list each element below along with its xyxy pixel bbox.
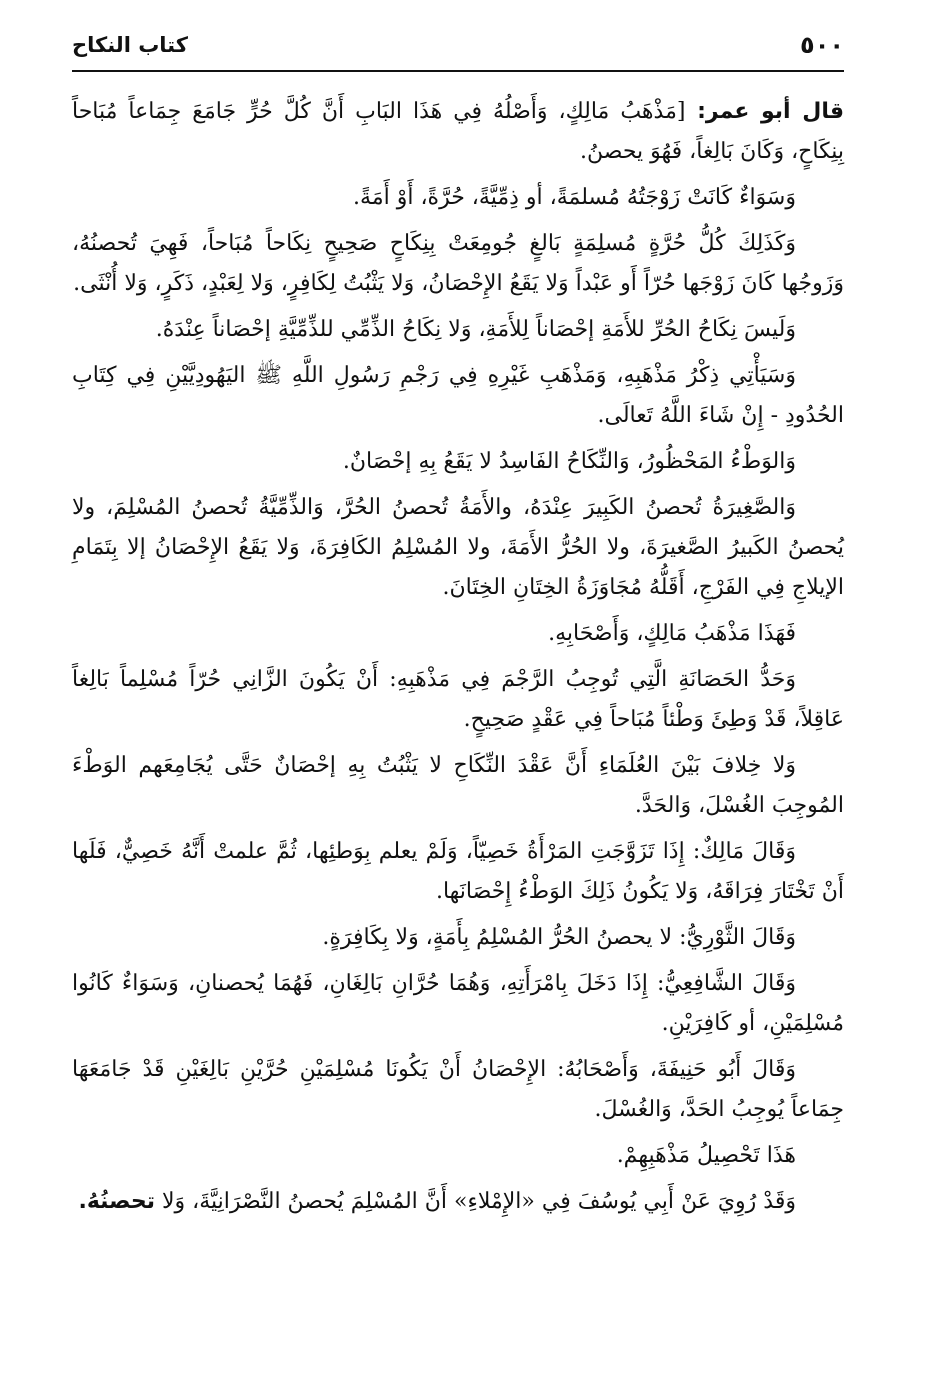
paragraph-text: وَحَدُّ الحَصَانَةِ الَّتِي تُوجِبُ الرَّجْمَ فِي مَذْهَبِهِ: أَنْ يَكُونَ الزَّانِي حُرّاً مُسْلِماً بَالِغاً عَاقِلاً، قَدْ وَطِئَ وَطْئاً مُبَاحاً فِي عَقْدٍ صَحِيحٍ. [72,667,844,732]
paragraph [72,356,844,436]
paragraph [72,918,844,958]
paragraph [72,178,844,218]
paragraph [72,1050,844,1130]
paragraph [72,964,844,1044]
paragraph-text: [مَذْهَبُ مَالِكٍ، وَأَصْلُهُ فِي هَذَا البَابِ أَنَّ كُلَّ حُرٍّ جَامَعَ جِمَاعاً مُبَاحاً بِنِكَاحٍ، وَكَانَ بَالِغاً، فَهُوَ يحصنُ. [72,99,844,164]
paragraph-text: وَسَوَاءٌ كَانَتْ زَوْجَتُهُ مُسلمَةً، أو ذِمِّيَّةً، حُرَّةً، أَوْ أَمَةً. [353,185,796,210]
paragraph-text: فَهَذَا مَذْهَبُ مَالِكٍ، وَأَصْحَابِهِ. [548,621,796,646]
paragraph [72,746,844,826]
paragraph-text: وَقَالَ مَالِكٌ: إِذَا تَزَوَّجَتِ المَرْأَةُ خَصِيّاً، وَلَمْ يعلم بِوَطئِها، ثُمَّ علمتْ أَنَّهُ خَصِيٌّ، فَلَها أَنْ تَخْتَارَ فِرَاقَهُ، وَلا يَكُونُ ذَلِكَ الوَطْءُ إِحْصَانَها. [72,839,844,904]
paragraph-text: هَذَا تَحْصِيلُ مَذْهَبِهِمْ. [616,1143,796,1168]
paragraph [72,1182,844,1222]
paragraph [72,310,844,350]
paragraph-text: وَلا خِلافَ بَيْنَ العُلَمَاءِ أَنَّ عَقْدَ النِّكَاحِ لا يَثْبُتُ بِهِ إحْصَانٌ حَتَّى يُجَامِعَهم الوَطْءَ المُوجِبَ الغُسْلَ، وَالحَدَّ. [72,753,844,818]
body-text [72,92,844,1228]
running-title: كتاب النكاح [72,33,188,57]
paragraph [72,92,844,172]
page-number: ٥٠٠ [800,31,844,59]
paragraph [72,832,844,912]
page-header [72,26,844,72]
paragraph-tail: تحصنُهُ. [78,1189,155,1214]
speaker-label: قال أبو عمر: [685,99,844,124]
paragraph [72,224,844,304]
paragraph [72,442,844,482]
header-rule [72,70,844,72]
paragraph-text: وَسَيَأْتِي ذِكْرُ مَذْهَبِهِ، وَمَذْهَبِ غَيْرِهِ فِي رَجْمِ رَسُولِ اللَّهِ ﷺ اليَهُودِيَّيْنِ فِي كِتَابِ الحُدُودِ - إِنْ شَاءَ اللَّهُ تَعالَى. [72,363,844,428]
paragraph [72,488,844,608]
paragraph-text: وَقَالَ الشَّافِعِيُّ: إِذَا دَخَلَ بِامْرَأَتِهِ، وَهُمَا حُرَّانِ بَالِغَانِ، فَهُمَا يُحصنانِ، وَسَوَاءٌ كَانُوا مُسْلِمَيْنِ، أو كَافِرَيْنِ. [72,971,844,1036]
paragraph [72,614,844,654]
paragraph-text: وَلَيسَ نِكَاحُ الحُرِّ للأَمَةِ إحْصَاناً لِلأَمَةِ، وَلا نِكَاحُ الذِّمِّي للذِّمِّيَّةِ إحْصَاناً عِنْدَهُ. [155,317,796,342]
paragraph [72,1136,844,1176]
paragraph-text: وَالوَطْءُ المَحْظُورُ، وَالنِّكَاحُ الفَاسِدُ لا يَقَعُ بِهِ إحْصَانٌ. [342,449,796,474]
paragraph [72,660,844,740]
paragraph-text: وَقَالَ أَبُو حَنِيفَةَ، وَأَصْحَابُهُ: الإِحْصَانُ أَنْ يَكُونَا مُسْلِمَيْنِ حُرَّيْنِ بَالِغَيْنِ قَدْ جَامَعَهَا جِمَاعاً يُوجِبُ الحَدَّ، وَالغُسْلَ. [72,1057,844,1122]
paragraph-text: وَقَالَ الثَّوْرِيُّ: لا يحصنُ الحُرُّ المُسْلِمُ بِأَمَةٍ، وَلا بِكَافِرَةٍ. [322,925,796,950]
paragraph-text: وَالصَّغِيرَةُ تُحصنُ الكَبِيرَ عِنْدَهُ، والأَمَةُ تُحصنُ الحُرَّ، وَالذِّمِّيَّةُ تُحصنُ المُسْلِمَ، ولا يُحصنُ الكَبيرُ الصَّغيرَةَ، ولا الحُرُّ الأَمَةَ، ولا المُسْلِمُ الكَافِرَةَ، وَلا يَقَعُ الإِحْصَانُ إلا بِتَمَامِ الإيلاجِ فِي الفَرْجِ، أَقَلُّهُ مُجَاوَزَةُ الخِتَانِ الخِتَانَ. [72,495,844,600]
paragraph-text: وَكَذَلِكَ كُلُّ حُرَّةٍ مُسلِمَةٍ بَالغٍ جُومِعَتْ بِنِكَاحٍ صَحِيحٍ نِكَاحاً مُبَاحاً، فَهِيَ تُحصنُهُ، وَزَوجُها كَانَ زَوْجَها حُرّاً أَو عَبْداً وَلا يَقَعُ الإِحْصَانُ، وَلا يَثْبُتُ لِكَافِرٍ، وَلا لِعَبْدٍ، ذَكَرٍ، وَلا أُنْثَى. [72,231,844,296]
paragraph-text: وَقَدْ رُوِيَ عَنْ أَبِي يُوسُفَ فِي «الإِمْلاءِ» أَنَّ المُسْلِمَ يُحصنُ النَّصْرَانِيَّةَ، وَلا [154,1189,796,1214]
